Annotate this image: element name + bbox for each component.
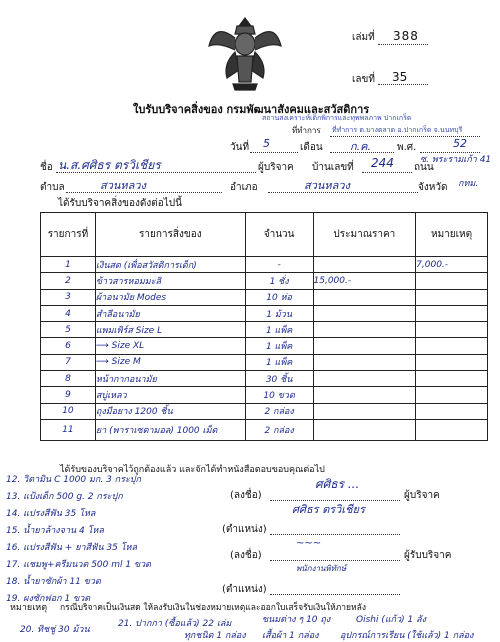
receiver-sign-label: (ลงชื่อ) xyxy=(230,550,262,561)
district-label: อำเภอ xyxy=(230,182,258,193)
row-price xyxy=(313,403,416,419)
row-qty: 1 ม้วน xyxy=(245,305,313,321)
row-note xyxy=(416,273,488,289)
row-item: เงินสด (เพื่อสวัสดิการเด็ก) xyxy=(95,257,245,273)
arrow-icon: ⟶ xyxy=(95,341,112,352)
table-row xyxy=(41,403,488,419)
row-price xyxy=(313,257,416,273)
receiver-signature: ~~~ xyxy=(296,538,322,549)
row-price: 15,000.- xyxy=(313,273,416,289)
footer-note: ทุกชนิด 1 กล่อง xyxy=(184,631,246,641)
row-note xyxy=(416,387,488,403)
row-no: 7 xyxy=(41,354,96,370)
row-no: 2 xyxy=(41,273,96,289)
row-price xyxy=(313,338,416,354)
row-note xyxy=(416,322,488,338)
extra-item: 18. น้ำยาซักผ้า 11 ขวด xyxy=(6,577,101,587)
table-row xyxy=(41,305,488,321)
row-no: 8 xyxy=(41,371,96,387)
row-qty: 1 ชั่ง xyxy=(245,273,313,289)
footer-note: ขนมต่าง ๆ 10 ถุง xyxy=(262,615,331,625)
position-label-2: (ตำแหน่ง) xyxy=(222,584,267,595)
date-year: 52 xyxy=(453,137,467,150)
extra-item: 13. แป้งเด็ก 500 g. 2 กระปุก xyxy=(6,492,123,502)
date-month: ก.ค. xyxy=(350,140,372,153)
col-header-price: ประมาณราคา xyxy=(313,213,416,257)
book-label: เล่มที่ xyxy=(352,32,375,43)
subdistrict: สวนหลวง xyxy=(100,179,146,192)
row-item xyxy=(95,354,245,370)
row-qty: - xyxy=(245,257,313,273)
row-qty: 30 ชิ้น xyxy=(245,371,313,387)
row-qty: 2 กล่อง xyxy=(245,419,313,440)
row-note xyxy=(416,305,488,321)
footer-note: เสื้อผ้า 1 กล่อง xyxy=(262,631,319,641)
row-item-text: Size M xyxy=(111,357,141,368)
table-row xyxy=(41,257,488,273)
row-no: 10 xyxy=(41,403,96,419)
province: กทม. xyxy=(458,179,479,189)
thanks-text: ได้รับของบริจาคไว้ถูกต้องแล้ว และจักได้ทำหนังสือตอบขอบคุณต่อไป xyxy=(60,465,325,475)
donor-signature: ศศิธร ... xyxy=(315,477,360,491)
row-item: สบู่เหลว xyxy=(95,387,245,403)
row-qty: 10 ห่อ xyxy=(245,289,313,305)
row-qty: 1 แพ็ค xyxy=(245,322,313,338)
row-note: 7,000.- xyxy=(416,257,488,273)
house-number: 244 xyxy=(371,156,394,170)
extra-item: 17. แชมพู+ครีมนวด 500 ml 1 ขวด xyxy=(6,560,151,570)
row-price xyxy=(313,354,416,370)
row-price xyxy=(313,322,416,338)
table-row xyxy=(41,273,488,289)
office-stamp-line2: ที่ทำการ ต.บางตลาด อ.ปากเกร็ด จ.นนทบุรี xyxy=(332,126,463,134)
row-qty: 1 แพ็ค xyxy=(245,354,313,370)
donor-sign-label: (ลงชื่อ) xyxy=(230,490,262,501)
number-value: 35 xyxy=(392,70,408,84)
col-header-no: รายการที่ xyxy=(41,213,96,257)
donor-suffix: ผู้บริจาค xyxy=(404,490,440,501)
row-note xyxy=(416,403,488,419)
row-item xyxy=(95,338,245,354)
row-item: แพมเพิร์ส Size L xyxy=(95,322,245,338)
number-label: เลขที่ xyxy=(352,74,375,85)
house-label: บ้านเลขที่ xyxy=(312,162,354,173)
row-item: ยา (พาราเซตามอล) 1000 เม็ด xyxy=(95,419,245,440)
donor-name-label: ชื่อ xyxy=(40,162,53,173)
row-item: หน้ากากอนามัย xyxy=(95,371,245,387)
row-price xyxy=(313,289,416,305)
row-price xyxy=(313,305,416,321)
donor-printed-name: ศศิธร ตรวิเชียร xyxy=(292,503,365,516)
extra-item: 19. ผงซักฟอก 1 ขวด xyxy=(6,594,91,604)
row-no: 4 xyxy=(41,305,96,321)
row-qty: 2 กล่อง xyxy=(245,403,313,419)
row-qty: 1 แพ็ค xyxy=(245,338,313,354)
table-row xyxy=(41,371,488,387)
row-item-text: Size XL xyxy=(111,341,145,352)
row-no: 3 xyxy=(41,289,96,305)
year-label: พ.ศ. xyxy=(397,142,417,153)
table-header-row xyxy=(41,213,488,257)
office-stamp-line1: สถานสงเคราะห์เด็กพิการและทุพพลภาพ ปากเกร็ด xyxy=(262,114,412,122)
row-no: 6 xyxy=(41,338,96,354)
form-title: ใบรับบริจาคสิ่งของ กรมพัฒนาสังคมและสวัสดิการ xyxy=(133,103,370,116)
row-no: 1 xyxy=(41,257,96,273)
extra-item: 16. แปรงสีฟัน + ยาสีฟัน 35 โหล xyxy=(6,543,137,553)
footer-note: 21. ปากกา (ซื้อแล้ว) 22 เล่ม xyxy=(118,619,232,629)
table-row xyxy=(41,289,488,305)
position-label: (ตำแหน่ง) xyxy=(222,524,267,535)
book-number: 388 xyxy=(393,29,419,43)
district: สวนหลวง xyxy=(304,179,350,192)
col-header-qty: จำนวน xyxy=(245,213,313,257)
table-row xyxy=(41,419,488,440)
row-note xyxy=(416,371,488,387)
col-header-note: หมายเหตุ xyxy=(416,213,488,257)
row-note xyxy=(416,354,488,370)
row-item: สำลีอนามัย xyxy=(95,305,245,321)
row-item: ข้าวสารหอมมะลิ xyxy=(95,273,245,289)
extra-item: 15. น้ำยาล้างจาน 4 โหล xyxy=(6,526,104,536)
row-item: ผ้าอนามัย Modes xyxy=(95,289,245,305)
garuda-emblem-icon xyxy=(205,12,285,94)
table-row xyxy=(41,387,488,403)
row-no: 11 xyxy=(41,419,96,440)
row-note xyxy=(416,338,488,354)
row-price xyxy=(313,371,416,387)
road-label: ถนน xyxy=(414,162,434,173)
footer-note: อุปกรณ์การเรียน (ใช้แล้ว) 1 กล่อง xyxy=(340,631,474,641)
received-heading: ได้รับบริจาคสิ่งของดังต่อไปนี้ xyxy=(58,198,182,209)
receiver-position-stamp: พนักงานพิทักษ์ xyxy=(296,564,347,573)
date-day: 5 xyxy=(263,137,270,150)
row-price xyxy=(313,419,416,440)
office-label: ที่ทำการ xyxy=(292,126,321,135)
arrow-icon: ⟶ xyxy=(95,357,112,368)
row-note xyxy=(416,289,488,305)
road: ซ. พระรามเก้า 41 xyxy=(420,155,492,165)
donor-label: ผู้บริจาค xyxy=(258,162,294,173)
extra-item: 12. วิตามิน C 1000 มก. 3 กระปุก xyxy=(6,475,141,485)
date-label: วันที่ xyxy=(230,142,250,153)
row-item: ถุงมือยาง 1200 ชิ้น xyxy=(95,403,245,419)
donor-name: น.ส.ศศิธร ตรวิเชียร xyxy=(58,158,161,172)
items-table xyxy=(40,212,488,441)
receiver-suffix: ผู้รับบริจาค xyxy=(404,550,452,561)
row-note xyxy=(416,419,488,440)
col-header-item: รายการสิ่งของ xyxy=(95,213,245,257)
table-row xyxy=(41,322,488,338)
row-no: 9 xyxy=(41,387,96,403)
footer-note: 20. ทิชชู่ 30 ม้วน xyxy=(20,625,90,635)
remark-text: กรณีบริจาคเป็นเงินสด ให้ลงรับเงินในช่องหมายเหตุและออกใบเสร็จรับเงินให้ภายหลัง xyxy=(60,603,366,613)
table-row xyxy=(41,354,488,370)
extra-item: 14. แปรงสีฟัน 35 โหล xyxy=(6,509,96,519)
province-label: จังหวัด xyxy=(418,182,448,193)
table-row xyxy=(41,338,488,354)
subdistrict-label: ตำบล xyxy=(40,182,65,193)
row-no: 5 xyxy=(41,322,96,338)
month-label: เดือน xyxy=(300,142,323,153)
row-qty: 10 ขวด xyxy=(245,387,313,403)
footer-note: Oishi (แก้ว) 1 ลัง xyxy=(356,615,427,625)
row-price xyxy=(313,387,416,403)
remark-label: หมายเหตุ xyxy=(10,603,48,613)
